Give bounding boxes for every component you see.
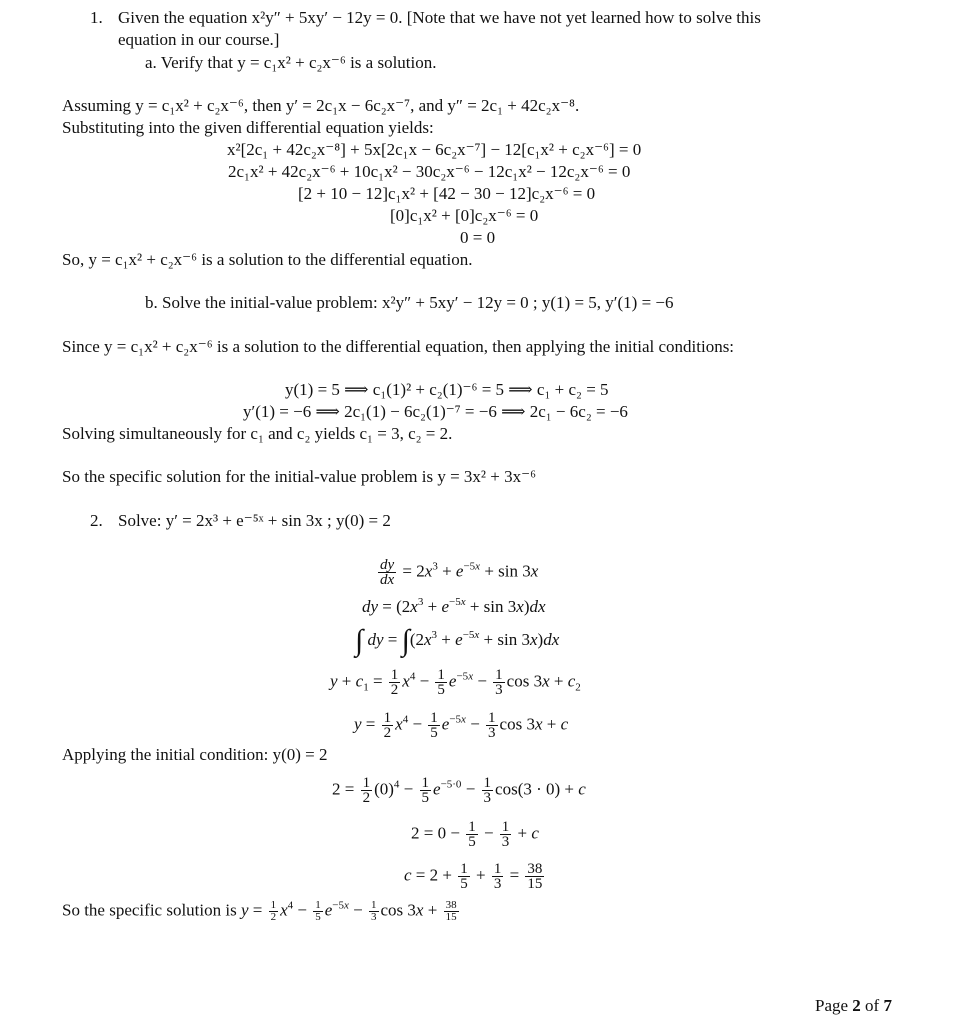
eq-integral: ∫ dy = $\int(2x^3 + e^{-5x} + \sin 3x)dx$ [355,624,560,658]
specific-solution-1: So the specific solution for the initial-value problem is y = 3x² + 3x⁻⁶ [62,467,537,486]
initial-condition-2: y′(1) = −6 ⟹ 2c₁(1) − 6c₂(1)⁻⁷ = −6 ⟹ 2c₁ − 6c₂ = −6 [243,402,628,421]
problem-1-statement: Given the equation x²y″ + 5xy′ − 12y = 0. [Note that we have not yet learned how to solve this [118,8,761,27]
applying-line: Applying the initial condition: y(0) = 2 [62,745,328,764]
assuming-line: Assuming y = c₁x² + c₂x⁻⁶, then y′ = 2c₁x − 6c₂x⁻⁷, and y″ = 2c₁ + 42c₂x⁻⁸. [62,96,580,115]
substituting-line: Substituting into the given differential equation yields: [62,118,434,137]
problem-1-number: 1. [90,8,103,27]
step-2: 2c₁x² + 42c₂x⁻⁶ + 10c₁x² − 30c₂x⁻⁶ − 12c₁x² − 12c₂x⁻⁶ = 0 [228,162,631,181]
step-4: [0]c₁x² + [0]c₂x⁻⁶ = 0 [390,206,539,225]
eq-substitute: 2 = $\frac{1}{2}$ $(0)^4$ − $\frac{1}{5}$ $e^{-5\cdot 0}$ − $\frac{1}{3}$ cos(3 · 0) + c [332,775,586,806]
conclusion-a: So, y = c₁x² + c₂x⁻⁶ is a solution to the differential equation. [62,250,473,269]
eq-simplify: 2 = 0 − $\frac{1}{5}$ − $\frac{1}{3}$ + c [411,819,539,850]
problem-2-number: 2. [90,511,103,530]
solving-line: Solving simultaneously for c₁ and c₂ yields c₁ = 3, c₂ = 2. [62,424,453,443]
page-number: Page 2 of 7 [815,996,892,1015]
eq-integrated: $y + c_1$ = $\frac{1}{2}$ $x^4$ − $\frac{1}{5}$ $e^{-5x}$ − $\frac{1}{3}$ $\cos 3x + c_2$ [330,667,581,698]
final-solution: So the specific solution is y = $\frac{1}{2}$ $x^4$ − $\frac{1}{5}$ $e^{-5x}$ − $\frac{1}{3}$ cos 3x + $\frac{38}{15}$ [62,899,457,923]
problem-2-statement: Solve: y′ = 2x³ + e⁻⁵ˣ + sin 3x ; y(0) = 2 [118,511,391,530]
step-5: 0 = 0 [460,228,496,247]
problem-1-part-b: b. Solve the initial-value problem: x²y″ + 5xy′ − 12y = 0 ; y(1) = 5, y′(1) = −6 [145,293,674,312]
since-line: Since y = c₁x² + c₂x⁻⁶ is a solution to the differential equation, then applying the initial conditions: [62,337,735,356]
step-3: [2 + 10 − 12]c₁x² + [42 − 30 − 12]c₂x⁻⁶ = 0 [298,184,596,203]
eq-general: y = $\frac{1}{2}$ $x^4$ − $\frac{1}{5}$ $e^{-5x}$ − $\frac{1}{3}$ cos 3x + c [354,710,569,741]
final-solution-label: So the specific solution is [62,900,237,920]
initial-condition-1: y(1) = 5 ⟹ c₁(1)² + c₂(1)⁻⁶ = 5 ⟹ c₁ + c₂ = 5 [285,380,609,399]
eq-dy: dy = $(2x^3 + e^{-5x} + \sin 3x)dx$ [362,596,546,616]
eq-dydx: $\frac{dy}{dx}$ = $2x^3 + e^{-5x} + \sin 3x$ [380,557,539,588]
step-1: x²[2c₁ + 42c₂x⁻⁸] + 5x[2c₁x − 6c₂x⁻⁷] − 12[c₁x² + c₂x⁻⁶] = 0 [227,140,642,159]
eq-c-value: c = 2 + $\frac{1}{5}$ + $\frac{1}{3}$ = $\frac{38}{15}$ [404,861,543,892]
problem-1-statement-cont: equation in our course.] [118,30,280,49]
problem-1-part-a: a. Verify that y = c₁x² + c₂x⁻⁶ is a solution. [145,53,437,72]
